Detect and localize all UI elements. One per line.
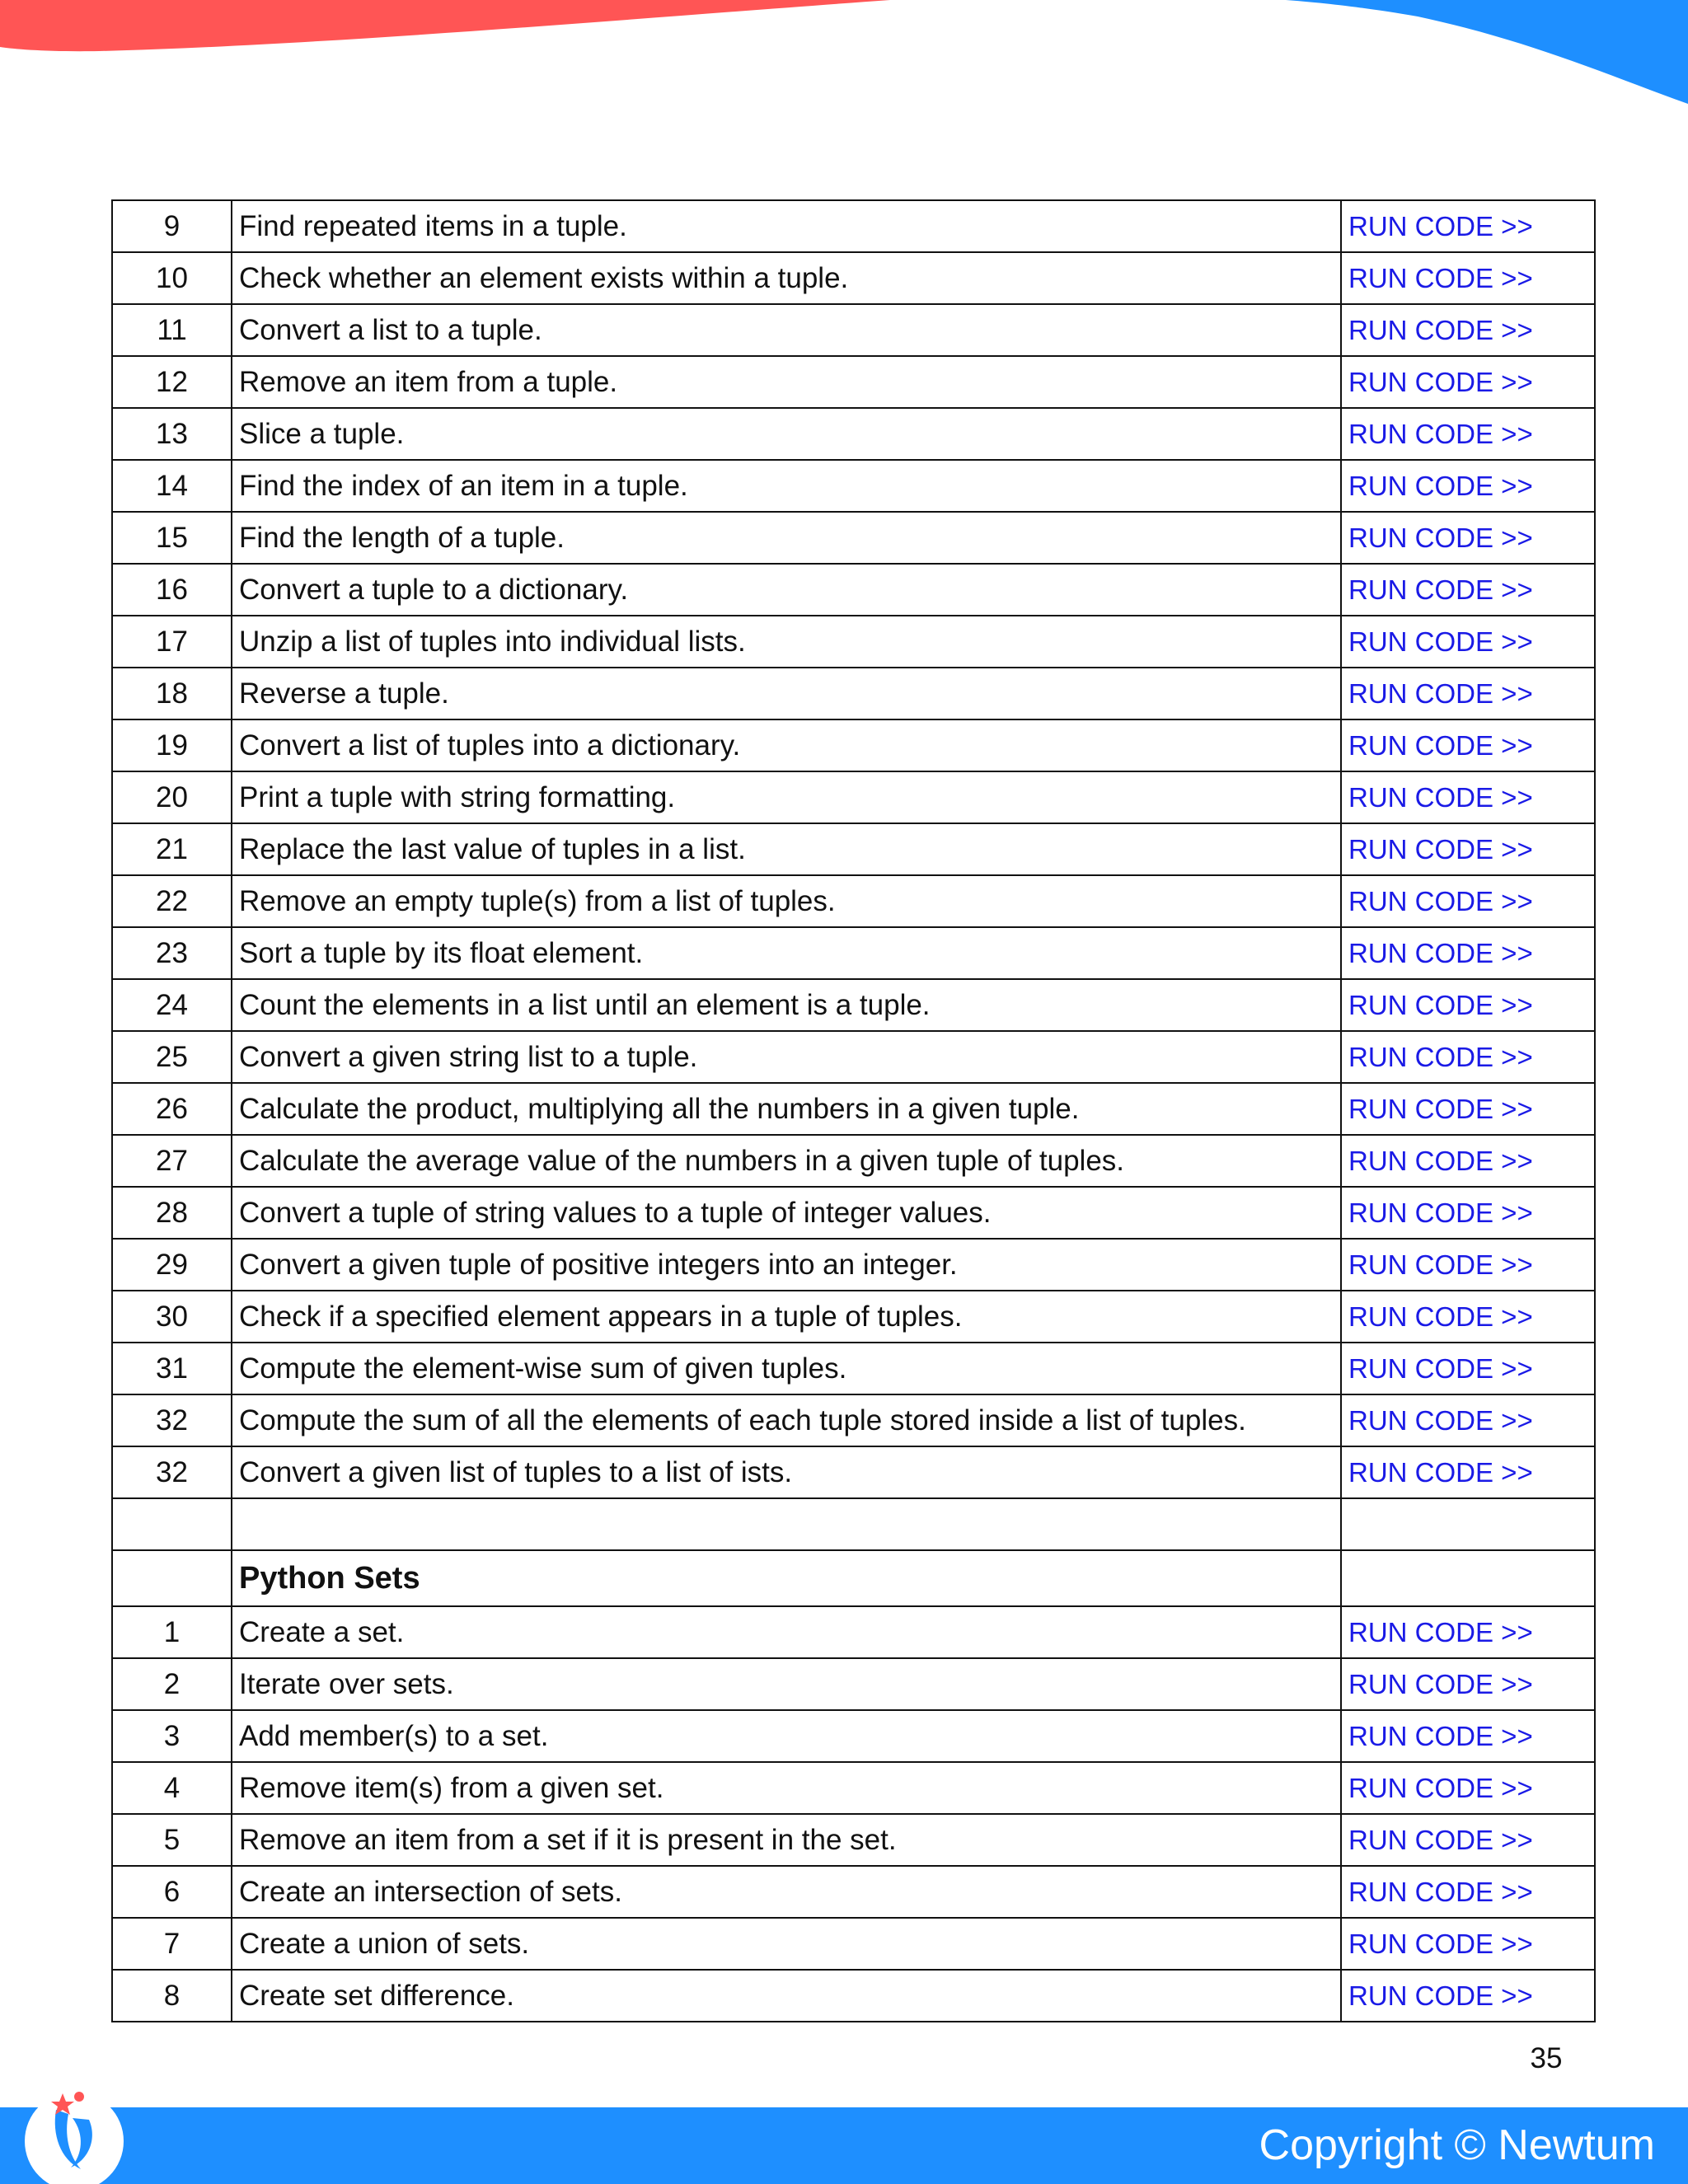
table-row xyxy=(112,1710,1595,1762)
table-row xyxy=(112,668,1595,719)
run-code-link[interactable]: RUN CODE >> xyxy=(1348,1404,1533,1436)
row-description: Compute the sum of all the elements of each tuple stored inside a list of tuples. xyxy=(232,1394,1341,1446)
row-description: Reverse a tuple. xyxy=(232,668,1341,719)
row-description: Remove an item from a set if it is present in the set. xyxy=(232,1814,1341,1866)
row-number: 26 xyxy=(112,1083,232,1135)
table-row xyxy=(112,616,1595,668)
row-description: Remove an item from a tuple. xyxy=(232,356,1341,408)
row-number: 1 xyxy=(112,1606,232,1658)
run-code-link[interactable]: RUN CODE >> xyxy=(1348,1301,1533,1332)
run-code-link[interactable]: RUN CODE >> xyxy=(1348,1197,1533,1228)
table-row xyxy=(112,927,1595,979)
run-code-link[interactable]: RUN CODE >> xyxy=(1348,1352,1533,1384)
exercise-table xyxy=(111,199,1596,2022)
run-code-link[interactable]: RUN CODE >> xyxy=(1348,1980,1533,2011)
row-number: 20 xyxy=(112,771,232,823)
run-code-link[interactable]: RUN CODE >> xyxy=(1348,366,1533,397)
table-row xyxy=(112,252,1595,304)
row-description: Count the elements in a list until an element is a tuple. xyxy=(232,979,1341,1031)
table-row xyxy=(112,1918,1595,1970)
run-code-link[interactable]: RUN CODE >> xyxy=(1348,1928,1533,1959)
row-description: Add member(s) to a set. xyxy=(232,1710,1341,1762)
row-number: 3 xyxy=(112,1710,232,1762)
row-description: Create an intersection of sets. xyxy=(232,1866,1341,1918)
row-number: 16 xyxy=(112,564,232,616)
run-code-link[interactable]: RUN CODE >> xyxy=(1348,1824,1533,1855)
copyright-text: Copyright © Newtum xyxy=(1259,2121,1655,2169)
run-code-link[interactable]: RUN CODE >> xyxy=(1348,677,1533,709)
row-number: 23 xyxy=(112,927,232,979)
row-number: 22 xyxy=(112,875,232,927)
row-number: 13 xyxy=(112,408,232,460)
row-number: 14 xyxy=(112,460,232,512)
table-row xyxy=(112,719,1595,771)
row-description: Check whether an element exists within a tuple. xyxy=(232,252,1341,304)
run-code-link[interactable]: RUN CODE >> xyxy=(1348,1145,1533,1176)
table-row xyxy=(112,1762,1595,1814)
row-number: 25 xyxy=(112,1031,232,1083)
row-description: Convert a list to a tuple. xyxy=(232,304,1341,356)
row-description: Remove an empty tuple(s) from a list of tuples. xyxy=(232,875,1341,927)
table-row xyxy=(112,1031,1595,1083)
table-row xyxy=(112,1606,1595,1658)
page-number: 35 xyxy=(1530,2042,1563,2074)
run-code-link[interactable]: RUN CODE >> xyxy=(1348,522,1533,553)
row-number: 21 xyxy=(112,823,232,875)
table-row xyxy=(112,875,1595,927)
run-code-link[interactable]: RUN CODE >> xyxy=(1348,626,1533,657)
table-row xyxy=(112,1291,1595,1343)
run-code-link[interactable]: RUN CODE >> xyxy=(1348,1041,1533,1072)
row-number: 29 xyxy=(112,1239,232,1291)
row-number: 4 xyxy=(112,1762,232,1814)
run-code-link[interactable]: RUN CODE >> xyxy=(1348,1668,1533,1699)
table-row xyxy=(112,512,1595,564)
row-description: Create a union of sets. xyxy=(232,1918,1341,1970)
row-description: Replace the last value of tuples in a list. xyxy=(232,823,1341,875)
row-description: Check if a specified element appears in a tuple of tuples. xyxy=(232,1291,1341,1343)
row-description: Slice a tuple. xyxy=(232,408,1341,460)
row-number: 5 xyxy=(112,1814,232,1866)
row-description: Print a tuple with string formatting. xyxy=(232,771,1341,823)
row-description: Convert a given list of tuples to a list of ists. xyxy=(232,1446,1341,1498)
row-number: 12 xyxy=(112,356,232,408)
row-description: Sort a tuple by its float element. xyxy=(232,927,1341,979)
table-row xyxy=(112,823,1595,875)
table-row xyxy=(112,1083,1595,1135)
row-description: Find the index of an item in a tuple. xyxy=(232,460,1341,512)
row-description: Convert a tuple of string values to a tuple of integer values. xyxy=(232,1187,1341,1239)
row-number: 11 xyxy=(112,304,232,356)
run-code-link[interactable]: RUN CODE >> xyxy=(1348,1249,1533,1280)
row-description: Iterate over sets. xyxy=(232,1658,1341,1710)
row-description: Convert a tuple to a dictionary. xyxy=(232,564,1341,616)
blank-row xyxy=(112,1498,1595,1550)
row-description: Create set difference. xyxy=(232,1970,1341,2022)
row-number: 24 xyxy=(112,979,232,1031)
row-description: Convert a given string list to a tuple. xyxy=(232,1031,1341,1083)
run-code-link[interactable]: RUN CODE >> xyxy=(1348,937,1533,968)
row-number: 32 xyxy=(112,1394,232,1446)
table-row xyxy=(112,200,1595,252)
blue-wave xyxy=(1286,0,1688,104)
run-code-link[interactable]: RUN CODE >> xyxy=(1348,262,1533,293)
row-description: Calculate the product, multiplying all the numbers in a given tuple. xyxy=(232,1083,1341,1135)
row-description: Find repeated items in a tuple. xyxy=(232,200,1341,252)
table-row xyxy=(112,1135,1595,1187)
run-code-link[interactable]: RUN CODE >> xyxy=(1348,1093,1533,1124)
row-number: 27 xyxy=(112,1135,232,1187)
run-code-link[interactable]: RUN CODE >> xyxy=(1348,418,1533,449)
table-row xyxy=(112,1187,1595,1239)
row-description: Unzip a list of tuples into individual lists. xyxy=(232,616,1341,668)
row-number: 19 xyxy=(112,719,232,771)
table-row xyxy=(112,1446,1595,1498)
row-number: 30 xyxy=(112,1291,232,1343)
run-code-link[interactable]: RUN CODE >> xyxy=(1348,885,1533,916)
run-code-link[interactable]: RUN CODE >> xyxy=(1348,1720,1533,1751)
red-wave xyxy=(0,0,890,51)
row-description: Find the length of a tuple. xyxy=(232,512,1341,564)
table-row xyxy=(112,356,1595,408)
table-row xyxy=(112,460,1595,512)
run-code-link[interactable]: RUN CODE >> xyxy=(1348,1772,1533,1803)
table-row xyxy=(112,1814,1595,1866)
table-row xyxy=(112,1866,1595,1918)
section-spacer xyxy=(112,1498,1595,1606)
run-code-link[interactable]: RUN CODE >> xyxy=(1348,1876,1533,1907)
table-row xyxy=(112,408,1595,460)
row-number: 7 xyxy=(112,1918,232,1970)
run-code-link[interactable]: RUN CODE >> xyxy=(1348,833,1533,865)
table-row xyxy=(112,979,1595,1031)
row-number: 9 xyxy=(112,200,232,252)
table-row xyxy=(112,564,1595,616)
table-row xyxy=(112,1343,1595,1394)
row-description: Convert a given tuple of positive integers into an integer. xyxy=(232,1239,1341,1291)
row-number: 8 xyxy=(112,1970,232,2022)
run-code-link[interactable]: RUN CODE >> xyxy=(1348,1456,1533,1488)
run-code-link[interactable]: RUN CODE >> xyxy=(1348,470,1533,501)
run-code-link[interactable]: RUN CODE >> xyxy=(1348,210,1533,241)
row-number: 10 xyxy=(112,252,232,304)
table-row xyxy=(112,1658,1595,1710)
row-number: 17 xyxy=(112,616,232,668)
row-description: Remove item(s) from a given set. xyxy=(232,1762,1341,1814)
table-row xyxy=(112,1970,1595,2022)
row-number: 2 xyxy=(112,1658,232,1710)
table-row xyxy=(112,1394,1595,1446)
row-number: 18 xyxy=(112,668,232,719)
top-wave-decoration xyxy=(0,0,1688,115)
row-number: 28 xyxy=(112,1187,232,1239)
sets-rows xyxy=(112,1606,1595,2022)
row-number: 32 xyxy=(112,1446,232,1498)
section-header-row xyxy=(112,1550,1595,1606)
row-description: Convert a list of tuples into a dictionary. xyxy=(232,719,1341,771)
run-code-link[interactable]: RUN CODE >> xyxy=(1348,314,1533,345)
run-code-link[interactable]: RUN CODE >> xyxy=(1348,1616,1533,1647)
row-description: Compute the element-wise sum of given tuples. xyxy=(232,1343,1341,1394)
run-code-link[interactable]: RUN CODE >> xyxy=(1348,781,1533,813)
row-number: 15 xyxy=(112,512,232,564)
row-number: 31 xyxy=(112,1343,232,1394)
table-row xyxy=(112,304,1595,356)
run-code-link[interactable]: RUN CODE >> xyxy=(1348,989,1533,1020)
tuple-rows xyxy=(112,200,1595,1498)
table-row xyxy=(112,1239,1595,1291)
row-description: Calculate the average value of the numbers in a given tuple of tuples. xyxy=(232,1135,1341,1187)
run-code-link[interactable]: RUN CODE >> xyxy=(1348,729,1533,761)
run-code-link[interactable]: RUN CODE >> xyxy=(1348,574,1533,605)
newtum-logo-icon xyxy=(23,2077,126,2184)
section-title: Python Sets xyxy=(232,1550,1341,1606)
row-number: 6 xyxy=(112,1866,232,1918)
row-description: Create a set. xyxy=(232,1606,1341,1658)
table-row xyxy=(112,771,1595,823)
